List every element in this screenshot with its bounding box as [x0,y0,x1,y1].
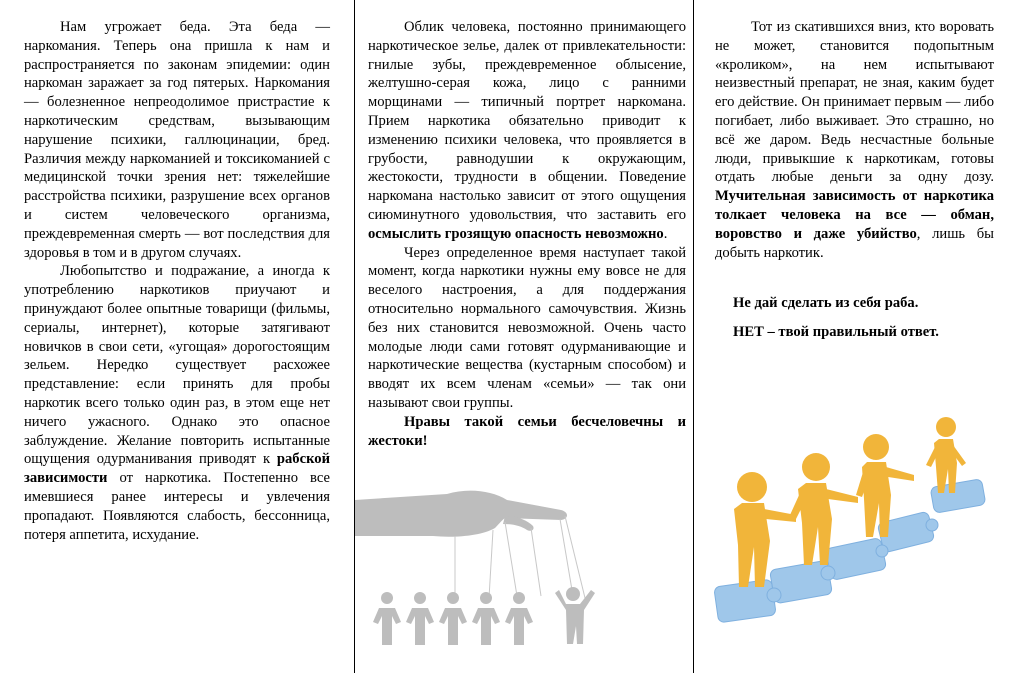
emphasis-text: осмыслить грозящую опасность невозможно [368,225,664,242]
paragraph [368,413,686,451]
slogan: НЕТ – твой правильный ответ. [733,323,939,340]
paragraph: Любопытство и подражание, а иногда к употреблению наркотиков приучают и принуждают более опытные товарищи (фильмы, сериалы, интернет), которые затягивают новичков в свои сети, «угощая» дорогостоящим зельем. Нередко существует расхожее представление: если принять для пробы наркотик всего только один раз, в этом еще нет ничего ужасного. Однако это опасное заблуждение. Желание повторить испытанные ощущения одурманивания приводят к рабской зависимости от наркотика. Постепенно все имевшиеся ранее интересы и увлечения пропадают. Появляются слабость, бессонница, потеря аппетита, исхудание. [24,263,330,543]
column-middle [368,18,686,450]
paragraph: Через определенное время наступает такой момент, когда наркотики нужны ему вовсе не для веселого настроения, а для поддержания относительно нормального самочувствия. Жизнь без них становится невозможной. Очень часто молодые люди сами готовят одурманивающие и наркотические вещества (кустарным способом) и вводят их всем членам «семьи» — так они называют свои группы. [368,244,686,411]
people-on-puzzle-icon [710,405,1010,645]
paragraph: Тот из скатившихся вниз, кто воровать не может, становится подопытным «кроликом», на нем испытывают неизвестный препарат, не зная, каким будет его действие. Он принимает первым — либо погибает, либо выживает. Это страшно, но всё же даром. Ведь несчастные больные люди, привыкшие к наркотикам, готовы отдать любые деньги за одну дозу. Мучительная зависимость от наркотика толкает человека на все — обман, воровство и даже убийство, лишь бы добыть наркотик. [715,19,994,261]
puppeteer-hand-icon [355,486,655,646]
column-divider-right [693,0,694,673]
slogans [733,294,939,342]
column-right [715,18,994,262]
column-left [24,18,330,544]
emphasis-text: Мучительная зависимость от наркотика толкает человека на все — обман, воровство и даже убийство [715,188,994,242]
slogan: Не дай сделать из себя раба. [733,295,919,311]
paragraph: Нам угрожает беда. Эта беда — наркомания. Теперь она пришла к нам и распространяется по законам эпидемии: один наркоман заражает за год пятерых. Наркомания — болезненное непреодолимое пристрастие к наркотическим средствам, вызывающим нарушение психики, галлюцинации, бред. Различия между наркоманией и токсикоманией с медицинской точки зрения нет: тяжелейшие расстройства психики, разрушение всех органов и систем человеческого организма, преждевременная смерть — вот последствия для здоровья в том и в другом случаях. [24,19,330,261]
paragraph: Облик человека, постоянно принимающего наркотическое зелье, далек от привлекательности: гнилые зубы, преждевременное облысение, желтушно-серая кожа, лицо с ранними морщинами — типичный портрет наркомана. Прием наркотика обязательно приводит к изменению психики человека, что проявляется в грубости, равнодушии к окружающим, жестокости, трудности в общении. Поведение наркомана настолько зависит от этого ощущения сиюминутного удовольствия, что заставить его осмыслить грозящую опасность невозможно. [368,19,686,242]
emphasis-text: рабской зависимости [24,451,330,487]
emphasis-text: Нравы такой семьи бесчеловечны и жестоки! [368,413,686,449]
